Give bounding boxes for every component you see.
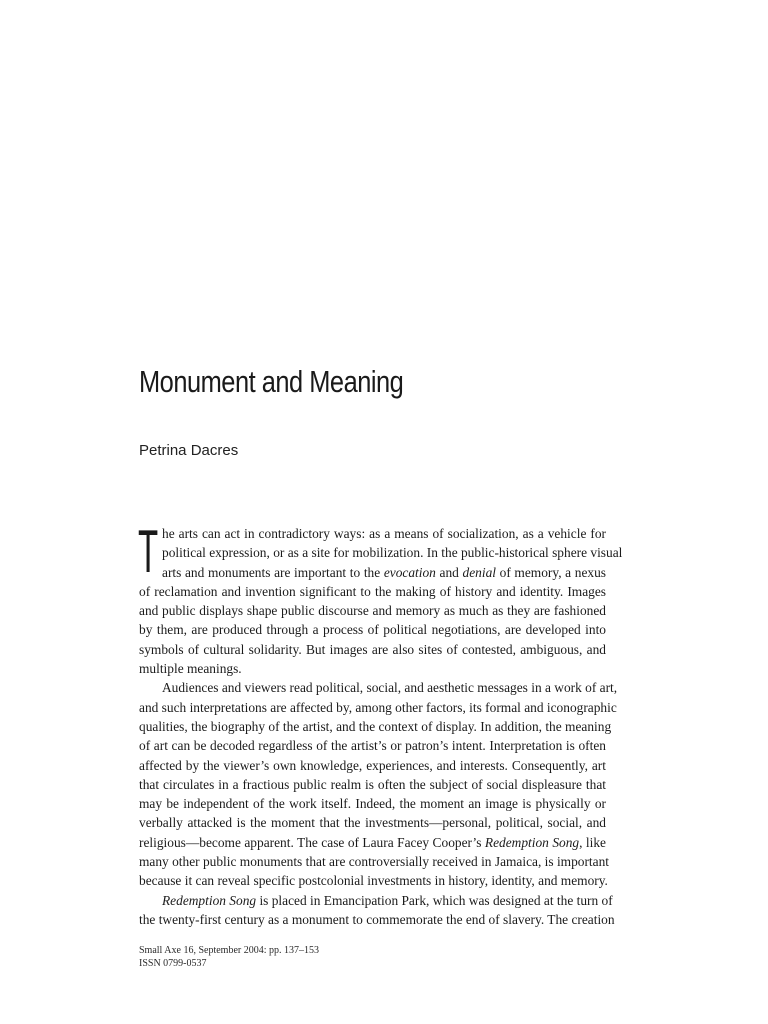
text-line (139, 563, 606, 582)
emphasis-denial: denial (462, 564, 496, 580)
paragraph-3 (139, 891, 615, 930)
text-line: the twenty-first century as a monument to commemorate the end of slavery. The creation (139, 911, 615, 927)
article-title: Monument and Meaning (139, 364, 404, 399)
text-line: of art can be decoded regardless of the artist’s or patron’s intent. Interpretation is often (139, 738, 606, 754)
text-line: political expression, or as a site for mobilization. In the public-historical sphere visual (162, 545, 623, 561)
text-line: symbols of cultural solidarity. But images are also sites of contested, ambiguous, and (139, 641, 606, 657)
text-span: arts and monuments are important to the (162, 564, 384, 580)
text-line: that circulates in a fractious public realm is often the subject of social displeasure that (139, 776, 606, 792)
text-line: qualities, the biography of the artist, and the context of display. In addition, the meaning (139, 718, 612, 734)
text-span: , like (579, 834, 607, 850)
text-span: religious—become apparent. The case of Laura Facey Cooper’s (139, 834, 485, 850)
text-span: is placed in Emancipation Park, which was designed at the turn of (256, 892, 613, 908)
text-span: and (435, 564, 463, 580)
text-span: of memory, a nexus (496, 564, 606, 580)
text-line: many other public monuments that are controversially received in Jamaica, is important (139, 854, 610, 870)
text-line: by them, are produced through a process of political negotiations, are developed into (139, 622, 606, 638)
text-line: verbally attacked is the moment that the investments—personal, political, social, and (139, 815, 606, 831)
article-body (138, 518, 623, 929)
text-line: Audiences and viewers read political, social, and aesthetic messages in a work of art, (162, 680, 618, 696)
text-line (139, 833, 606, 852)
paragraph-1 (138, 518, 623, 678)
issn-line: ISSN 0799-0537 (139, 958, 207, 969)
article-author: Petrina Dacres (139, 442, 239, 459)
citation-line: Small Axe 16, September 2004: pp. 137–153 (139, 945, 319, 956)
page-footer (139, 944, 319, 970)
emphasis-redemption-song: Redemption Song (162, 892, 257, 908)
text-line: and public displays shape public discourse and memory as much as they are fashioned (139, 603, 606, 619)
text-line: of reclamation and invention significant to the making of history and identity. Images (139, 583, 606, 599)
text-line: because it can reveal specific postcolonial investments in history, identity, and memory. (139, 873, 608, 889)
text-line: affected by the viewer’s own knowledge, experiences, and interests. Consequently, art (139, 757, 606, 773)
text-line: he arts can act in contradictory ways: as a means of socialization, as a vehicle for (162, 526, 606, 541)
drop-cap: T (138, 518, 159, 585)
text-line: multiple meanings. (139, 661, 242, 677)
text-line: and such interpretations are affected by, among other factors, its formal and iconographic (139, 699, 617, 715)
text-line: may be independent of the work itself. Indeed, the moment an image is physically or (139, 796, 606, 812)
emphasis-evocation: evocation (383, 564, 436, 580)
text-line (139, 891, 613, 910)
paragraph-2 (139, 678, 618, 890)
emphasis-redemption-song: Redemption Song (484, 834, 580, 850)
